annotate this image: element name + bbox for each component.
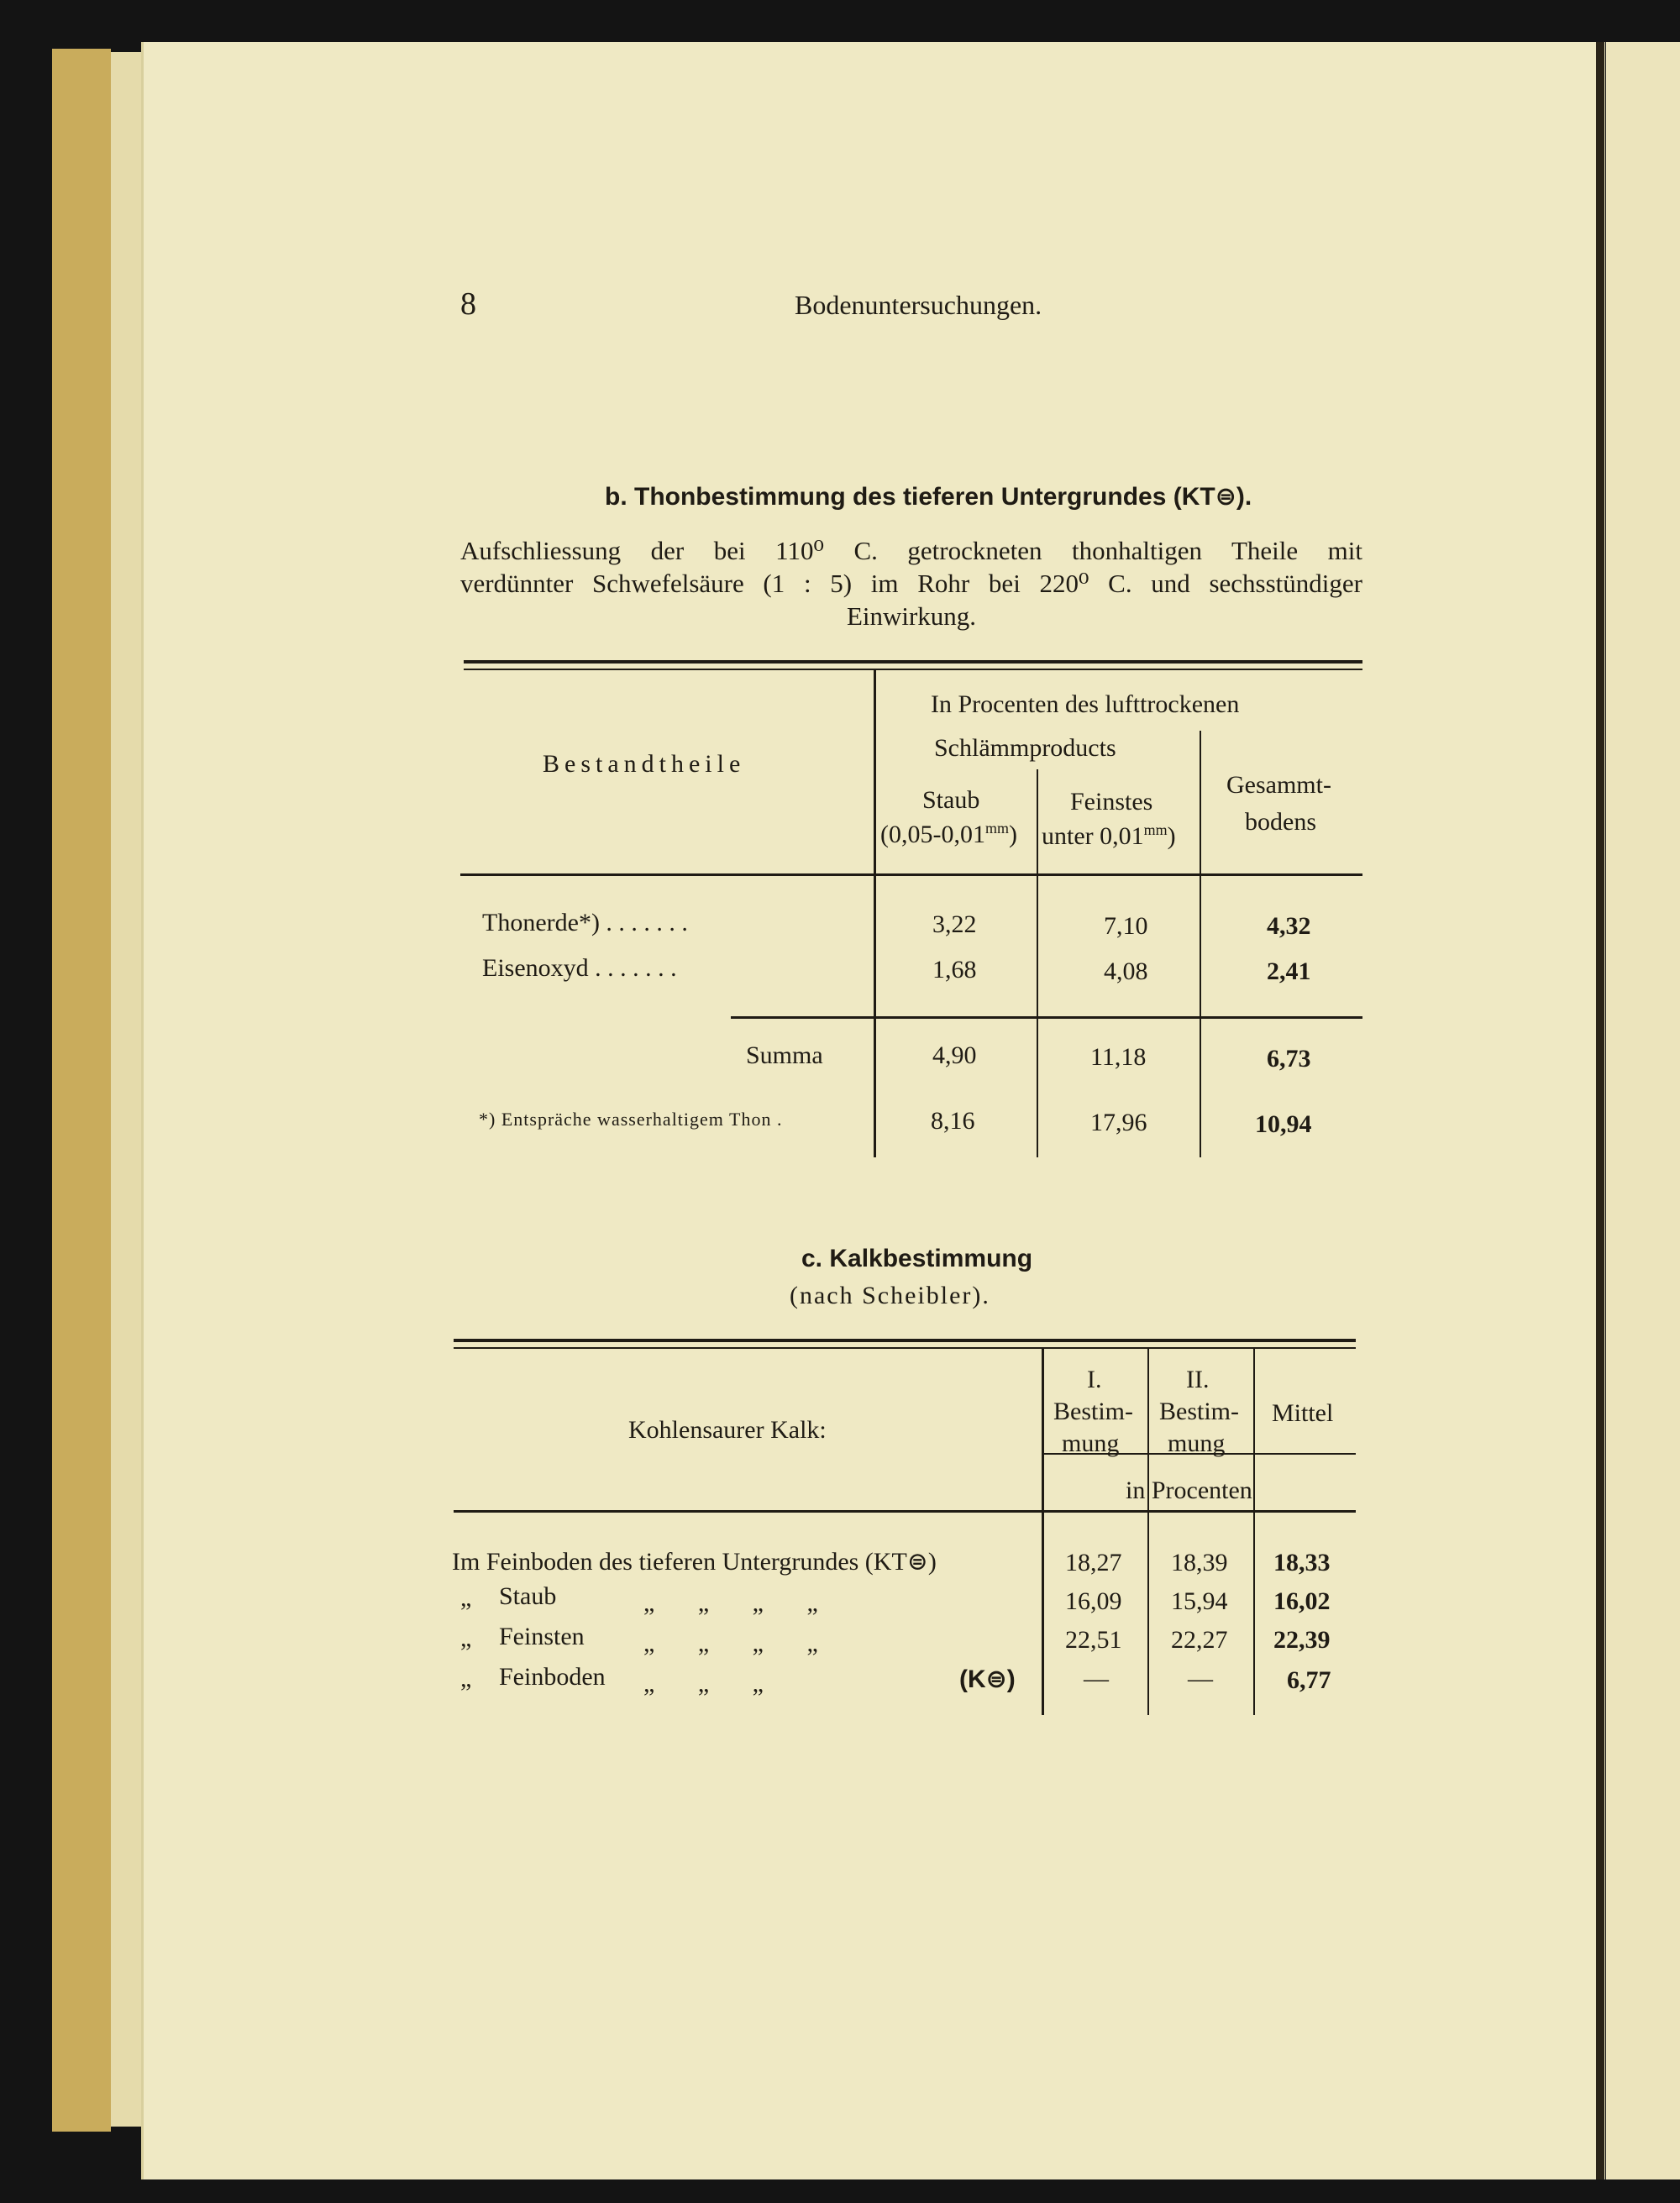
unit-row: in Procenten [1126, 1477, 1252, 1504]
table-b-top-rule-2 [464, 669, 1362, 670]
cell: 8,16 [931, 1107, 975, 1135]
table-c-head-rule [454, 1510, 1356, 1513]
cell: 4,08 [1104, 957, 1148, 985]
col-staub: Staub [922, 786, 980, 814]
col-gesammt-2: bodens [1245, 808, 1316, 836]
intro-line-2: verdünnter Schwefelsäure (1 : 5) im Rohr bei 220⁰ C. und sechsstündiger [460, 569, 1362, 598]
section-b-intro [460, 534, 1362, 632]
table-b-head-rule [460, 873, 1362, 876]
col-bestandtheile: Bestandtheile [543, 750, 746, 778]
col-i-label: Bestim- [1053, 1398, 1133, 1425]
table-b-sum-rule [731, 1016, 1362, 1019]
table-b-vrule-gesammt [1200, 731, 1201, 1157]
table-c-vrule-3 [1253, 1349, 1255, 1715]
cell: — [1084, 1665, 1109, 1692]
row-label: Im Feinboden des tieferen Untergrundes (KT⊜) [452, 1548, 937, 1576]
cell: 16,02 [1273, 1587, 1331, 1615]
section-c-subtitle: (nach Scheibler). [790, 1282, 990, 1309]
cell: 2,41 [1267, 957, 1311, 985]
cell: 22,27 [1171, 1626, 1228, 1654]
section-b-title: b. Thonbestimmung des tieferen Untergrundes (KT⊜). [605, 483, 1252, 511]
page-number: 8 [460, 286, 476, 322]
footnote-label: *) Entspräche wasserhaltigem Thon . [479, 1109, 783, 1130]
ditto-marks: „ „ „ [643, 1670, 764, 1697]
cell: 4,90 [932, 1041, 977, 1069]
cell: 3,22 [932, 910, 977, 938]
cell: 11,18 [1090, 1043, 1147, 1071]
cell: 6,77 [1287, 1666, 1331, 1694]
sum-label: Summa [746, 1041, 823, 1069]
cell: 6,73 [1267, 1045, 1311, 1073]
section-c-title: c. Kalkbestimmung [801, 1245, 1033, 1272]
table-b-vrule-staub [1037, 769, 1038, 1157]
page-stack-edge [111, 52, 141, 2127]
cell: 22,51 [1065, 1626, 1122, 1654]
running-title: Bodenuntersuchungen. [795, 290, 1042, 320]
row-label: Feinboden [499, 1663, 606, 1691]
cell: 17,96 [1090, 1109, 1147, 1136]
cell: 18,33 [1273, 1549, 1331, 1576]
ditto-marks: „ „ „ „ [643, 1589, 818, 1617]
row-label: Staub [499, 1582, 557, 1610]
cell: 10,94 [1255, 1110, 1312, 1138]
gutter [1596, 42, 1604, 2179]
col-ii-num: II. [1186, 1366, 1210, 1393]
table-b-vrule-main [874, 670, 876, 1157]
facing-page-edge [1606, 42, 1680, 2179]
col-i-label-2: mung [1062, 1429, 1120, 1457]
col-i-num: I. [1087, 1366, 1102, 1393]
cell: — [1188, 1665, 1213, 1692]
subgroup-header: Schlämmproducts [934, 734, 1116, 762]
col-feinstes-range: unter $0,01^{mm}$) [1042, 821, 1176, 850]
ditto-prefix: „ [460, 1665, 472, 1692]
table-c-vrule-main [1042, 1349, 1044, 1715]
col-kohlensaurer-kalk: Kohlensaurer Kalk: [628, 1416, 827, 1444]
ditto-prefix: „ [460, 1584, 472, 1612]
cell: 1,68 [932, 956, 977, 983]
cell: 22,39 [1273, 1626, 1331, 1654]
row-label: Eisenoxyd . . . . . . . [482, 954, 677, 982]
row-label: Thonerde*) . . . . . . . [482, 909, 688, 936]
table-c-top-rule-2 [454, 1347, 1356, 1349]
table-c-top-rule [454, 1339, 1356, 1342]
table-b-top-rule [464, 660, 1362, 664]
intro-line-1: Aufschliessung der bei 110⁰ C. getrockneten thonhaltigen Theile mit [460, 536, 1362, 565]
col-gesammt-1: Gesammt- [1226, 771, 1331, 799]
cell: 15,94 [1171, 1587, 1228, 1615]
col-feinstes: Feinstes [1070, 788, 1153, 816]
cell: 18,39 [1171, 1549, 1228, 1576]
group-header: In Procenten des lufttrockenen [931, 690, 1240, 718]
kt-mark: (K⊜) [959, 1665, 1016, 1693]
cell: 4,32 [1267, 912, 1311, 940]
col-ii-label-2: mung [1168, 1429, 1226, 1457]
book-edge [52, 49, 111, 2132]
cell: 7,10 [1104, 912, 1148, 940]
cell: 18,27 [1065, 1549, 1122, 1576]
ditto-prefix: „ [460, 1624, 472, 1652]
intro-line-3: Einwirkung. [846, 601, 977, 631]
cell: 16,09 [1065, 1587, 1122, 1615]
row-label: Feinsten [499, 1623, 585, 1650]
ditto-marks: „ „ „ „ [643, 1629, 818, 1657]
col-ii-label: Bestim- [1159, 1398, 1239, 1425]
col-staub-range: $(0,05-0,01^{mm})$ [880, 820, 1017, 848]
col-mittel: Mittel [1272, 1399, 1334, 1427]
table-c-vrule-2 [1147, 1349, 1149, 1715]
